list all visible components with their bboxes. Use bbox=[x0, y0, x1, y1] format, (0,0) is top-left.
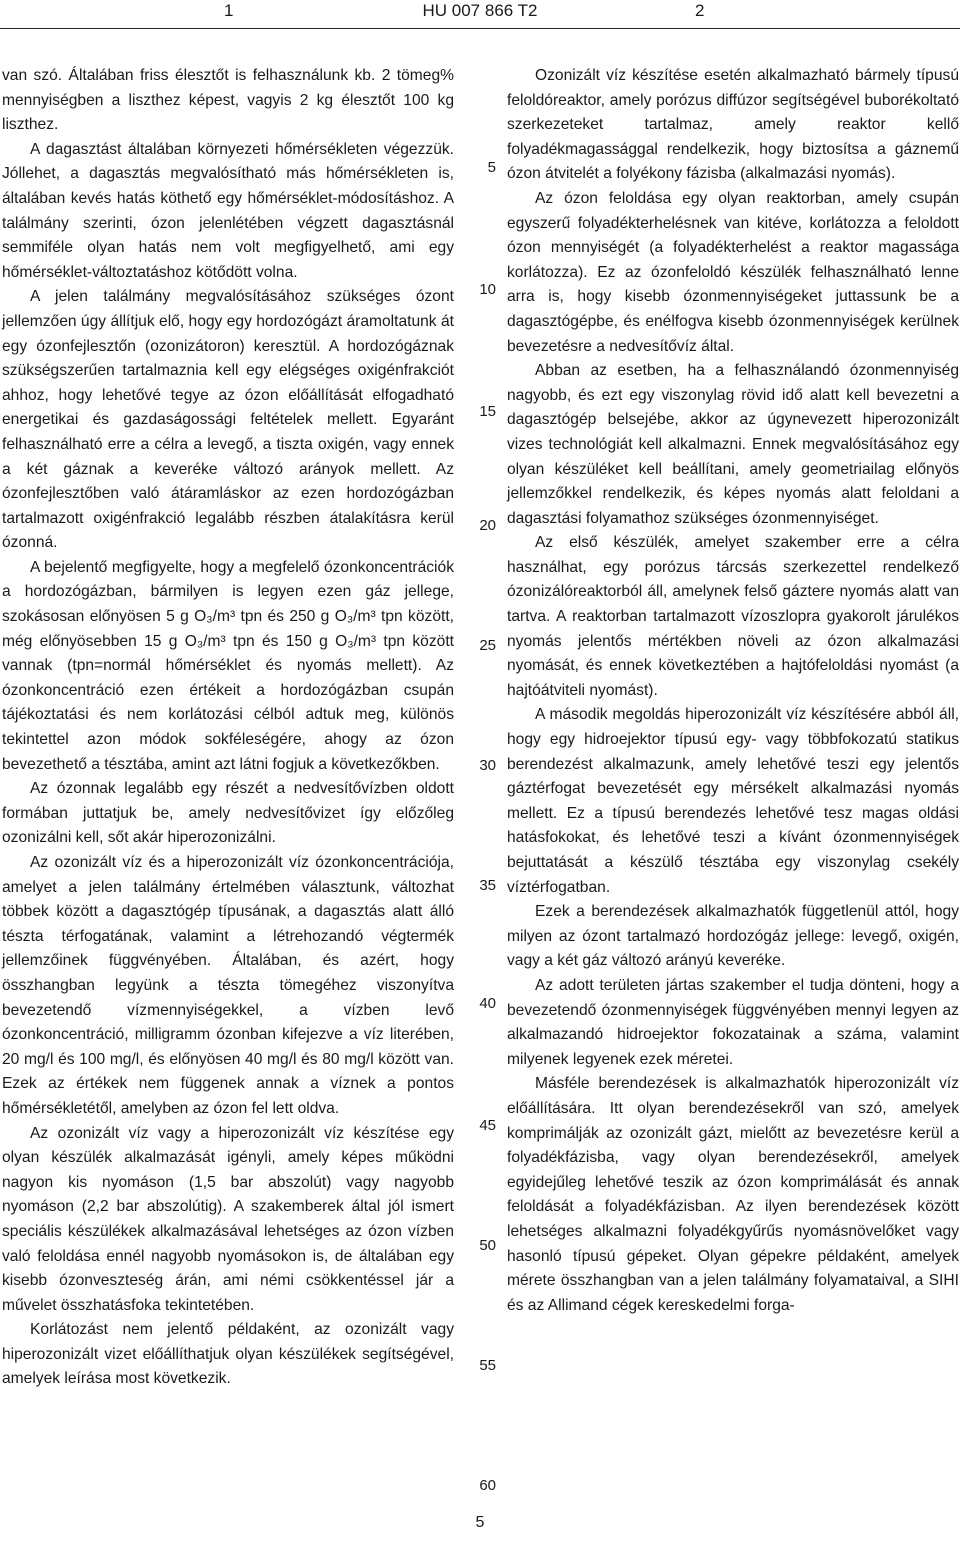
paragraph: Az ózonnak legalább egy részét a nedvesítővízben oldott formában juttatjuk be, amely nedvesítővizet így előzőleg ozonizálni kell, sőt akár hiperozonizálni. bbox=[2, 780, 454, 847]
paragraph: Másféle berendezések is alkalmazhatók hiperozonizált víz előállítására. Itt olyan berendezésekről van szó, amelyek komprimálják az ozonizált gázt, mielőtt az bevezetésre kerül a folyadékfázisba, vagy olyan berendezésekről, amelyek egyidejűleg lehetővé teszik az ózon komprimálását és annak feloldását a folyadékfázisban. Az ilyen berendezések között lehetséges alkalmazni folyadékgyűrűs nyomásnövelőket vagy hasonló típusú gépeket. Olyan gépekre példaként, amelyek mérete összhangban van a jelen találmány folyamataival, a SIHI és az Allimand cégek kereskedelmi forga- bbox=[507, 1075, 959, 1314]
footer-page-number: 5 bbox=[475, 1514, 485, 1531]
line-number-gutter bbox=[460, 0, 496, 1541]
right-page-number: 2 bbox=[695, 1, 705, 20]
paragraph: Abban az esetben, ha a felhasználandó ózonmennyiség nagyobb, és ezt egy viszonylag rövid idő alatt kell bevezetni a dagasztógép belsejébe, akkor az úgynevezett hiperozonizált vizes technológiát kell alkalmazni. Ennek megvalósításához egy olyan készüléket kell beállítani, amely geometriailag előnyös jellemzőkkel rendelkezik, és képes nyomás alatt feloldani a dagasztási folyamathoz szükséges ózonmennyiséget. bbox=[507, 362, 959, 527]
line-number: 50 bbox=[479, 1237, 496, 1254]
paragraph: A bejelentő megfigyelte, hogy a megfelelő ózonkoncentrációk a hordozógázban, bármilyen is legyen ezen gáz jellege, szokásosan előnyösen 5 g O₃/m³ tpn és 250 g O₃/m³ tpn között, még előnyösebben 15 g O₃/m³ tpn és 150 g O₃/m³ tpn között vannak (tpn=normál hőmérséklet és nyomás mellett). Az ózonkoncentráció ezen értékeit a hordozógázban csupán tájékoztatási és nem korlátozási célból adtuk meg, különös tekintettel azon módok sokféleségére, ahogy az ózon bevezethető a tésztába, amint azt látni fogjuk a következőkben. bbox=[2, 558, 454, 773]
left-column bbox=[2, 64, 454, 1392]
line-number: 25 bbox=[479, 637, 496, 654]
line-number: 5 bbox=[487, 159, 496, 176]
paragraph: A jelen találmány megvalósításához szükséges ózont jellemzően úgy állítjuk elő, hogy egy hordozógázt áramoltatunk át egy ózonfejlesztőn (ozonizátoron) keresztül. A hordozógáznak szükségszerűen tartalmaznia kell egy elégséges oxigénfrakciót ahhoz, hogy lehetővé tegye az ózon előállítását elfogadható energetikai és gazdaságossági feltételek mellett. Egyaránt felhasználható erre a célra a levegő, a tiszta oxigén, vagy ennek a két gáznak a keveréke változó arányok mellett. Az ózonfejlesztőben való átáramláskor az ezen hordozógázban tartalmazott oxigénfrakció legalább részben átalakításra kerül ózonná. bbox=[2, 288, 454, 552]
line-number: 40 bbox=[479, 995, 496, 1012]
line-number: 20 bbox=[479, 517, 496, 534]
paragraph: Korlátozást nem jelentő példaként, az ozonizált vagy hiperozonizált vizet előállíthatjuk olyan készülékek segítségével, amelyek leírása most következik. bbox=[2, 1321, 454, 1388]
line-number: 60 bbox=[479, 1477, 496, 1494]
line-number: 45 bbox=[479, 1117, 496, 1134]
document-id: HU 007 866 T2 bbox=[422, 1, 538, 20]
paragraph: Ezek a berendezések alkalmazhatók függetlenül attól, hogy milyen az ózont tartalmazó hordozógáz jellege: levegő, oxigén, vagy a két gáz változó arányú keveréke. bbox=[507, 903, 959, 970]
line-number: 55 bbox=[479, 1357, 496, 1374]
line-number: 30 bbox=[479, 757, 496, 774]
paragraph: Az adott területen jártas szakember el tudja dönteni, hogy a bevezetendő ózonmennyiségek függvényében mennyi legyen az alkalmazandó hidroejektor fokozatainak a száma, valamint milyenek legyenek ezek méretei. bbox=[507, 976, 959, 1068]
line-number: 10 bbox=[479, 281, 496, 298]
left-page-number: 1 bbox=[224, 1, 234, 20]
paragraph: Az ozonizált víz és a hiperozonizált víz ózonkoncentrációja, amelyet a jelen találmány értelmében választunk, változhat többek között a dagasztógép típusának, a dagasztás alatt álló tészta térfogatának, valamint a létrehozandó végtermék jellemzőinek függvényében. Általában, és azért, hogy összhangban legyünk a tészta tömegéhez viszonyítva bevezetendő vízmennyiségekkel, a vízben levő ózonkoncentráció, milligramm ózonban kifejezve a víz literében, 20 mg/l és 100 mg/l, és előnyösen 40 mg/l és 80 mg/l között van. Ezek az értékek nem függenek annak a víznek a pontos hőmérsékletétől, amelyben az ózon fel lett oldva. bbox=[2, 854, 454, 1117]
paragraph: A dagasztást általában környezeti hőmérsékleten végezzük. Jóllehet, a dagasztás megvalósítható más hőmérsékleten is, általában kevés hatás köthető egy hőmérséklet-módosításhoz. A találmány szerinti, ózon jelenlétében végzett dagasztásnál semmiféle olyan hatás nem volt megfigyelhető, ami egy hőmérséklet-változtatáshoz kötődött volna. bbox=[2, 140, 454, 281]
paragraph: Ozonizált víz készítése esetén alkalmazható bármely típusú feloldóreaktor, amely porózus diffúzor segítségével buborékoltató szerkezeteket tartalmaz, amely reaktor kellő folyadékmagassággal rendelkezik, hogy biztosítsa a gáznemű ózon átvitelét a folyékony fázisba (alkalmazási nyomás). bbox=[507, 67, 959, 183]
paragraph: Az ózon feloldása egy olyan reaktorban, amely csupán egyszerű folyadékterhelésnek van kitéve, korlátozza a feloldott ózon mennyiségét (a folyadékterhelést a reaktor magassága korlátozza). Ez az ózonfeloldó készülék felhasználható lenne arra is, hogy kisebb ózonmennyiségeket juttassunk be a dagasztógépbe, és enélfogva kisebb ózonmennyiségek kerülnek bevezetésre a nedvesítővíz által. bbox=[507, 189, 959, 355]
line-number: 15 bbox=[479, 403, 496, 420]
paragraph: A második megoldás hiperozonizált víz készítésére abból áll, hogy egy hidroejektor típusú egy- vagy többfokozatú statikus berendezést alkalmazunk, amely lehetővé teszi egy jelentős gáztérfogat bevezetését egy mérsékelt alkalmazási nyomás mellett. Ez a típusú berendezés lehetővé tesz magas oldási hatásfokokat, és lehetővé teszi a kívánt ózonmennyiségek bejuttatását a készülő tésztába egy viszonylag csekély víztérfogatban. bbox=[507, 706, 959, 896]
paragraph: van szó. Általában friss élesztőt is felhasználunk kb. 2 tömeg% mennyiségben a liszthez képest, vagyis 2 kg élesztőt 100 kg liszthez. bbox=[2, 67, 454, 134]
paragraph: Az első készülék, amelyet szakember erre a célra használhat, egy porózus tárcsás szerkezettel rendelkező ózonizálóreaktorból áll, amelynek felső gáztere nyomás alatt van tartva. A reaktorban tartalmazott vízoszlopra gyakorolt járulékos nyomás jelentős mértékben növeli az ózon alkalmazási nyomását, és ennek következtében a hajtófeloldási nyomást (a hajtóátviteli nyomást). bbox=[507, 534, 959, 699]
right-column bbox=[507, 64, 959, 1318]
line-number: 35 bbox=[479, 877, 496, 894]
paragraph: Az ozonizált víz vagy a hiperozonizált víz készítése egy olyan készülék alkalmazását igényli, amely képes működni nagyon kis nyomáson (1,5 bar abszolút) vagy nagyobb nyomáson (2,2 bar abszolútig). A szakemberek által jól ismert speciális készülékek alkalmazásával lehetséges az ózon vízben való feloldása ennél nagyobb nyomásokon is, de általában egy kisebb ózonveszteség árán, ami némi csökkentéssel jár a művelet összhatásfoka tekintetében. bbox=[2, 1124, 454, 1314]
